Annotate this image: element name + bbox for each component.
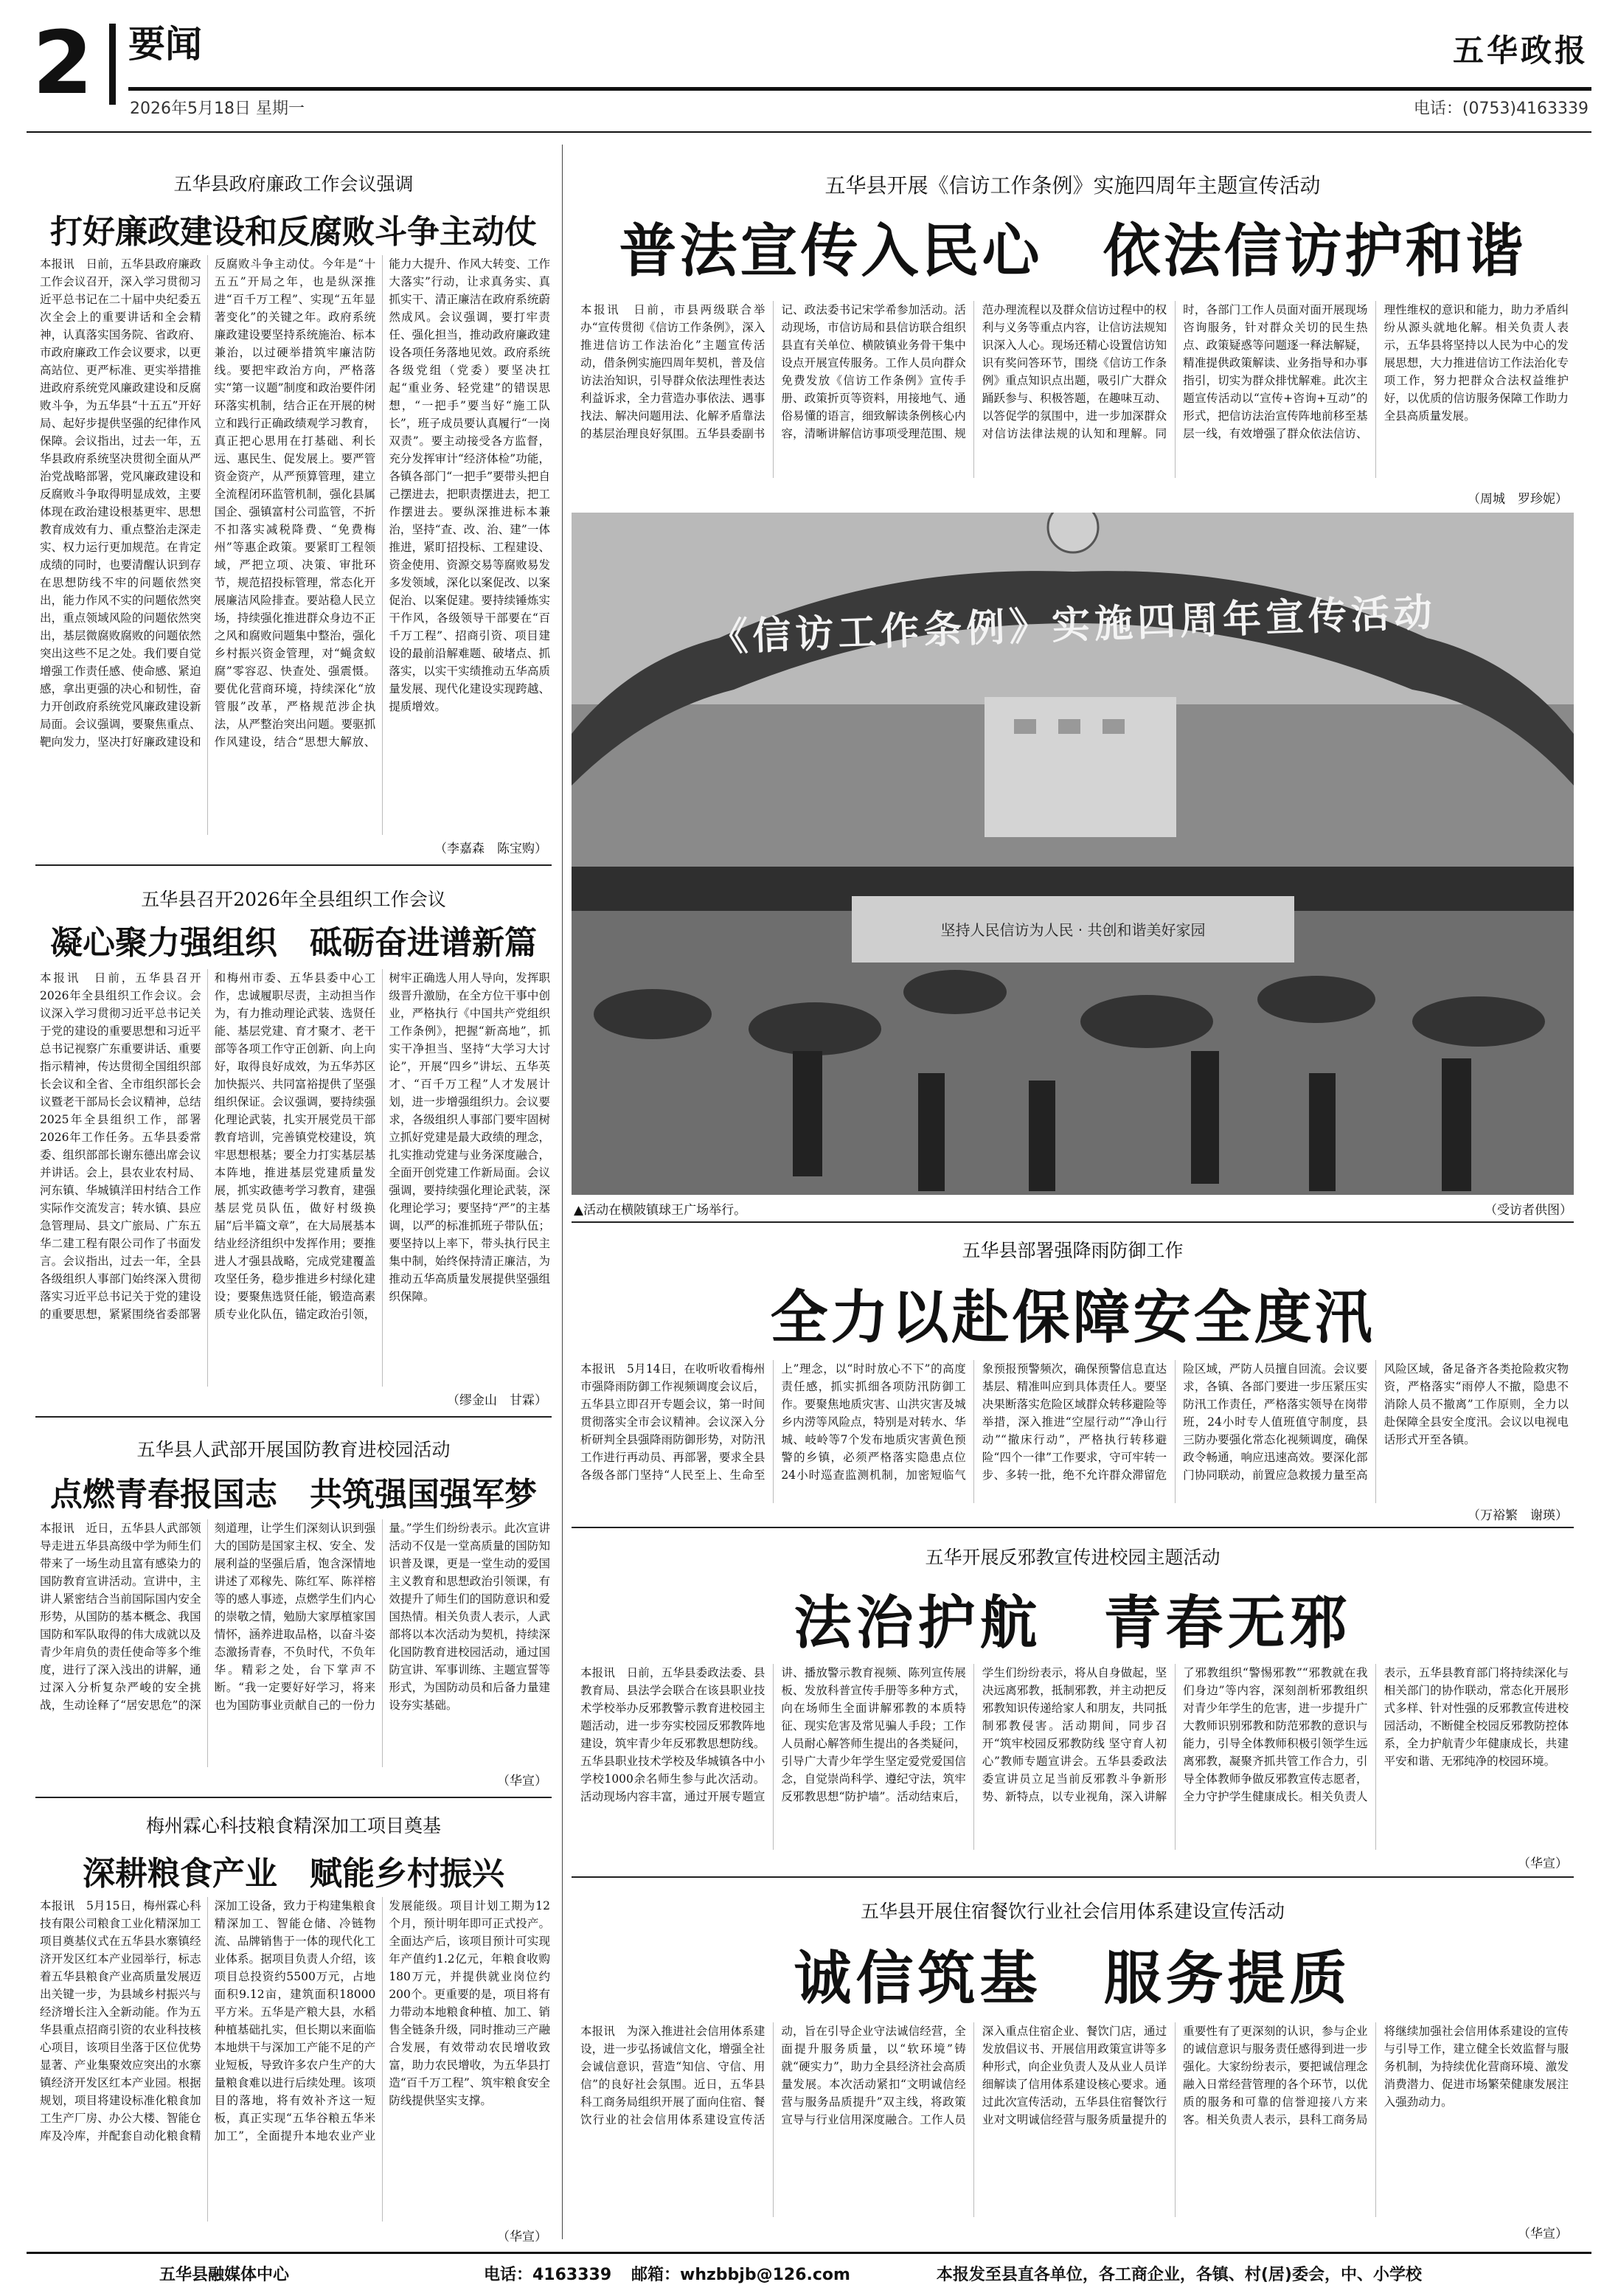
article-kicker: 五华县开展住宿餐饮行业社会信用体系建设宣传活动	[860, 1901, 1285, 1922]
article-body: 本报讯 为深入推进社会信用体系建设，进一步弘扬诚信文化，增强全社会诚信意识，营造“知信、守信、用信”的良好社会氛围。近日，五华县科工商务局组织开展了面向住宿、餐饮行业的社会信用体系建设宣传活动，旨在引导企业守法诚信经营，全面提升服务质量，以“软环境”铸就“硬实力”，助力全县经济社会高质量发展。本次活动紧扣“文明诚信经营与服务品质提升”双主线，将政策宣导与行业信用深度融合。工作人员深入重点住宿企业、餐饮门店，通过发放倡议书、开展信用政策宣讲等多种形式，向企业负责人及从业人员详细解读了信用体系建设核心要求。通过此次宣传活动，五华县住宿餐饮行业对文明诚信经营与服务质量提升的重要性有了更深刻的认识，参与企业的诚信意识与服务责任感得到进一步强化。大家纷纷表示，要把诚信理念融入日常经营管理的各个环节，以优质的服务和可靠的信誉迎接八方来客。相关负责人表示，县科工商务局将继续加强社会信用体系建设的宣传与引导工作，建立健全长效监督与服务机制，为持续优化营商环境、激发消费潜力、促进市场繁荣健康发展注入强劲动力。	[580, 2025, 1569, 2126]
article-headline: 普法宣传入民心 依法信访护和谐	[619, 218, 1527, 285]
article-body: 本报讯 日前，五华县政府廉政工作会议召开，深入学习贯彻习近平总书记在二十届中央纪委五次全会上的重要讲话和全会精神，认真落实国务院、省政府、市政府廉政工作会议要求，以更高站位、更严标准、更实举措推进政府系统党风廉政建设和反腐败斗争，为五华县“十五五”开好局、起好步提供坚强的纪律作风保障。会议指出，过去一年，五华县政府系统坚决贯彻全面从严治党战略部署，党风廉政建设和反腐败斗争取得明显成效，主要体现在政治建设根基更牢、思想教育成效有力、重点整治走深走实、权力运行更加规范。在肯定成绩的同时，也要清醒认识到存在思想防线不牢的问题依然突出，能力作风不实的问题依然突出，重点领域风险的问题依然突出，基层微腐败腐败的问题依然突出这些不足之处。我们要自觉增强工作责任感、使命感、紧迫感，拿出更强的决心和韧性，奋力开创政府系统党风廉政建设新局面。会议强调，要聚焦重点、靶向发力，坚决打好廉政建设和反腐败斗争主动仗。今年是“十五五”开局之年，也是纵深推进“百千万工程”、实现“五年显著变化”的关键之年。政府系统廉政建设要坚持系统施治、标本兼治，以过硬举措筑牢廉洁防线。要把牢政治方向，严格落实“第一议题”制度和政治要件闭环落实机制，结合正在开展的树立和践行正确政绩观学习教育，真正把心思用在打基础、利长远、惠民生、促发展上。要严管资金资产，从严预算管理，建立全流程闭环监管机制，强化县属国企、强镇富村公司监管，不折不扣落实减税降费、“免费梅州”等惠企政策。要紧盯工程领域，严把立项、决策、审批环节，规范招投标管理，常态化开展廉洁风险排查。要站稳人民立场，持续强化推进群众身边不正之风和腐败问题集中整治，强化乡村振兴资金管理，对“蝇贪蚁腐”零容忍、快查处、强震慑。要优化营商环境，持续深化“放管服”改革，严格规范涉企执法，从严整治突出问题。要驱抓作风建设，结合“思想大解放、能力大提升、作风大转变、工作大落实”行动，让求真务实、真抓实干、清正廉洁在政府系统蔚然成风。会议强调，要打牢责任、强化担当，推动政府廉政建设各项任务落地见效。政府系统各级党组（党委）要坚决扛起“重业务、轻党建”的错误思想，“一把手”要当好“施工队长”，班子成员要认真履行“一岗双责”。要主动接受各方监督，充分发挥审计“经济体检”功能，各镇各部门“一把手”要带头把自己摆进去，把职责摆进去，把工作摆进去。要纵深推进标本兼治，坚持“查、改、治、建”一体推进，紧盯招投标、工程建设、资金使用、资源交易等腐败易发多发领域，深化以案促改、以案促治、以案促建。要持续锤炼实干作风，各级领导干部要在“百千万工程”、招商引资、项目建设的最前沿解难题、破堵点、抓落实，以实干实绩推动五华高质量发展、现代化建设实现跨越、提质增效。	[40, 257, 550, 749]
article-headline: 打好廉政建设和反腐败斗争主动仗	[50, 213, 537, 251]
article-body: 本报讯 5月14日，在收听收看梅州市强降雨防御工作视频调度会议后，五华县立即召开专题会议，第一时间贯彻落实全市会议精神。会议深入分析研判全县强降雨防御形势，对防汛工作进行再动员、再部署，要求全县各级各部门坚持“人民至上、生命至上”理念，以“时时放心不下”的高度责任感，抓实抓细各项防汛防御工作。要聚焦地质灾害、山洪灾害及城乡内涝等风险点，特别是对转水、华城、岐岭等7个发布地质灾害黄色预警的乡镇，必须严格落实隐患点位24小时巡查监测机制，加密短临气象预报预警频次，确保预警信息直达基层、精准叫应到具体责任人。要坚决果断落实危险区域群众转移避险等举措，深入推进“空屋行动”“净山行动”“撤床行动”，严格执行转移避险“四个一律”工作要求，守可牢转一步、多转一批，绝不允许群众滞留危险区域，严防人员擅自回流。会议要求，各镇、各部门要进一步压紧压实防汛工作责任，严格落实领导在岗带班，24小时专人值班值守制度，县三防办要强化常态化视频调度，确保政令畅通，响应迅速高效。要深化部门协同联动，前置应急救援力量至高风险区域，备足备齐各类抢险救灾物资，严格落实“雨停人不撤，隐患不消除人员不撤离”工作原则，全力以赴保障全县安全度汛。会议以电视电话形式开至各镇。	[580, 1362, 1569, 1482]
footer-distribution: 本报发至县直各单位，各工商企业，各镇、村(居)委会，中、小学校	[936, 2266, 1422, 2284]
article-byline: （华宣）	[497, 2230, 547, 2244]
footer-publisher: 五华县融媒体中心	[159, 2266, 290, 2284]
article-byline: （华宣）	[1518, 2227, 1568, 2241]
masthead-phone: 电话：(0753)4163339	[1413, 100, 1589, 118]
article-divider	[35, 1416, 552, 1418]
article-petition-regulation	[572, 148, 1574, 509]
article-organization	[35, 870, 552, 1412]
article-divider	[572, 1876, 1574, 1878]
article-kicker: 五华县开展《信访工作条例》实施四周年主题宣传活动	[824, 173, 1321, 198]
masthead-bottom-rule	[27, 131, 1591, 133]
article-byline: （李嘉森 陈宝购）	[434, 842, 547, 856]
section-name: 要闻	[128, 23, 202, 66]
article-byline: （华宣）	[1518, 1856, 1568, 1871]
article-headline: 诚信筑基 服务提质	[794, 1945, 1352, 2012]
arch-banner-text: 《信访工作条例》实施四周年宣传活动	[709, 589, 1437, 661]
article-headline: 深耕粮食产业 赋能乡村振兴	[83, 1855, 504, 1893]
masthead-rule	[128, 87, 1591, 91]
article-grain-project	[35, 1803, 552, 2245]
article-headline: 法治护航 青春无邪	[794, 1589, 1352, 1657]
article-kicker: 五华县召开2026年全县组织工作会议	[141, 889, 446, 910]
article-divider	[35, 864, 552, 866]
article-body: 本报讯 近日，五华县人武部领导走进五华县高级中学为师生们带来了一场生动且富有感染力的国防教育宣讲活动。宣讲中，主讲人紧密结合当前国际国内安全形势，从国防的基本概念、我国国防和军队取得的伟大成就以及青少年肩负的责任使命等多个维度，进行了深入浅出的讲解，通过深入分析复杂严峻的安全挑战，生动诠释了“居安思危”的深刻道理，让学生们深刻认识到强大的国防是国家主权、安全、发展利益的坚强后盾，饱含深情地讲述了邓稼先、陈红军、陈祥榕等的感人事迹，点燃学生们内心的崇敬之情，勉励大家厚植家国情怀，涵养进取品格，以奋斗姿态激扬青春，不负时代，不负年华。精彩之处，台下掌声不断。“我一定要好好学习，将来也为国防事业贡献自己的一份力量。”学生们纷纷表示。此次宣讲活动不仅是一堂高质量的国防知识普及课，更是一堂生动的爱国主义教育和思想政治引领课，有效提升了师生们的国防意识和爱国热情。相关负责人表示，人武部将以本次活动为契机，持续深化国防教育进校园活动，通过国防宣讲、军事训练、主题宣誓等形式，为国防动员和后备力量建设夯实基础。	[40, 1522, 550, 1712]
article-divider	[35, 1797, 552, 1798]
article-byline: （缪金山 甘霖）	[447, 1393, 547, 1408]
article-kicker: 梅州霖心科技粮食精深加工项目奠基	[145, 1815, 441, 1837]
article-kicker: 五华县政府廉政工作会议强调	[173, 173, 414, 195]
stage-banner-text: 坚持人民信访为人民 · 共创和谐美好家园	[940, 921, 1206, 939]
article-kicker: 五华县人武部开展国防教育进校园活动	[136, 1439, 451, 1460]
article-body: 本报讯 日前，市县两级联合举办“宣传贯彻《信访工作条例》，深入推进信访工作法治化”主题宣传活动，借条例实施四周年契机，普及信访法治知识，引导群众依法理性表达利益诉求，全力营造办事依法、遇事找法、解决问题用法、化解矛盾靠法的基层治理良好氛围。五华县委副书记、政法委书记宋学希参加活动。活动现场，市信访局和县信访联合组织县直有关单位、横陂镇业务骨干集中设点开展宣传服务。工作人员向群众免费发放《信访工作条例》宣传手册、政策折页等资料，用接地气、通俗易懂的语言，细致解读条例核心内容，清晰讲解信访事项受理范围、规范办理流程以及群众信访过程中的权利与义务等重点内容，让信访法规知识深入人心。现场还精心设置信访知识有奖问答环节，围绕《信访工作条例》重点知识点出题，吸引广大群众踊跃参与、积极答题，在趣味互动、以答促学的氛围中，进一步加深群众对信访法律法规的认知和理解。同时，各部门工作人员面对面开展现场咨询服务，针对群众关切的民生热点、政策疑惑等问题逐一释法解疑，精准提供政策解读、业务指导和办事指引，切实为群众排忧解难。此次主题宣传活动以“宣传+咨询+互动”的形式，把信访法治宣传阵地前移至基层一线，有效增强了群众依法信访、理性维权的意识和能力，助力矛盾纠纷从源头就地化解。相关负责人表示，五华县将坚持以人民为中心的发展思想，大力推进信访工作法治化专项工作，努力把群众合法权益维护好，以优质的信访服务保障工作助力全县高质量发展。	[580, 303, 1569, 440]
article-anticorruption	[35, 148, 552, 859]
photo-credit: （受访者供图）	[1485, 1203, 1572, 1218]
footer-email: 邮箱：whzbbjb@126.com	[631, 2266, 850, 2284]
article-credit-system	[572, 1882, 1574, 2244]
article-divider	[572, 1221, 1574, 1223]
article-kicker: 五华开展反邪教宣传进校园主题活动	[925, 1547, 1221, 1568]
article-byline: （周城 罗珍妮）	[1468, 492, 1568, 507]
article-body: 本报讯 日前，五华县委政法委、县教育局、县法学会联合在该县职业技术学校举办反邪教警示教育进校园主题活动，进一步夯实校园反邪教阵地建设，筑牢青少年反邪教思想防线。五华县职业技术学校及华城镇各中小学校1000余名师生参与此次活动。活动现场内容丰富，通过开展专题宣讲、播放警示教育视频、陈列宣传展板、发放科普宣传手册等多种方式，向在场师生全面讲解邪教的本质特征、现实危害及常见骗人手段；工作人员耐心解答师生提出的各类疑问，引导广大青少年学生坚定爱党爱国信念，自觉崇尚科学、遵纪守法，筑牢反邪教思想“防护墙”。活动结束后，学生们纷纷表示，将从自身做起，坚决远离邪教，抵制邪教，并主动把反邪教知识传递给家人和朋友，共同抵制邪教侵害。活动期间，同步召开“筑牢校园反邪教防线 坚守育人初心”教师专题宣讲会。五华县委政法委宣讲员立足当前反邪教斗争新形势、新特点，以专业视角，深入讲解了邪教组织“警惕邪教”“邪教就在我们身边”等内容，深刻剖析邪教组织对青少年学生的危害，进一步提升广大教师识别邪教和防范邪教的意识与能力，引导全体教师积极引领学生远离邪教，凝聚齐抓共管工作合力，引导全体教师争做反邪教宣传志愿者，全力守护学生健康成长。相关负责人表示，五华县教育部门将持续深化与相关部门的协作联动，常态化开展形式多样、针对性强的反邪教宣传进校园活动，不断健全校园反邪教防控体系，全力护航青少年健康成长，共建平安和谐、无邪纯净的校园环境。	[580, 1666, 1569, 1803]
page-number: 2	[32, 12, 94, 114]
column-divider	[562, 145, 563, 2239]
event-photo	[572, 513, 1574, 1195]
footer-phone: 电话：4163339	[484, 2266, 612, 2284]
article-headline: 全力以赴保障安全度汛	[770, 1284, 1375, 1351]
article-headline: 点燃青春报国志 共筑强国强军梦	[50, 1476, 537, 1513]
paper-name: 五华政报	[1452, 32, 1589, 69]
article-anti-cult	[572, 1533, 1574, 1872]
article-defense-education	[35, 1423, 552, 1792]
article-divider	[572, 1527, 1574, 1528]
issue-date: 2026年5月18日 星期一	[130, 100, 305, 118]
masthead	[27, 12, 1591, 130]
page-footer	[27, 2252, 1591, 2284]
article-headline: 凝心聚力强组织 砥砺奋进谱新篇	[50, 924, 537, 962]
article-body: 本报讯 日前，五华县召开2026年全县组织工作会议。会议深入学习贯彻习近平总书记关于党的建设的重要思想和习近平总书记视察广东重要讲话、重要指示精神，传达贯彻全国组织部长会议和全省、全市组织部长会议暨老干部局长会议精神，总结2025年全县组织工作，部署2026年工作任务。五华县委常委、组织部部长谢东德出席会议并讲话。会上，县农业农村局、河东镇、华城镇洋田村结合工作实际作交流发言；转水镇、县应急管理局、县文广旅局、广东五华二建工程有限公司作了书面发言。会议指出，过去一年，全县各级组织人事部门始终深入贯彻落实习近平总书记关于党的建设的重要思想，紧紧围绕省委部署和梅州市委、五华县委中心工作，忠诚履职尽责，主动担当作为，有力推动理论武装、选贤任能、基层党建、育才聚才、老干部等各项工作守正创新、向上向好，取得良好成效，为五华苏区加快振兴、共同富裕提供了坚强组织保证。会议强调，要持续强化理论武装，扎实开展党员干部教育培训，完善镇党校建设，筑牢思想根基；要全力打实基层基本阵地，推进基层党建质量发展，抓实政德考学习教育，建强基层党员队伍，做好村级换届“后半篇文章”，在大局展基本结业经济组织中发挥作用；要推进人才强县战略，完成党建覆盖攻坚任务，稳步推进乡村绿化建设；要聚焦选贤任能，锻造高素质专业化队伍，锚定政治引领，树牢正确选人用人导向，发挥职级晋升激励，在全方位干事中创业，严格执行《中国共产党组织工作条例》，把握“新高地”，抓实干净担当、坚持“大学习大讨论”，开展“四乡”讲坛、五华英才、“百千万工程”人才发展计划，进一步增强组织力。会议要求，各级组织人事部门要牢固树立抓好党建是最大政绩的理念，扎实推动党建与业务深度融合，全面开创党建工作新局面。会议强调，要持续强化理论武装，深化理论学习；要坚持“严”的主基调，以严的标准抓班子带队伍；要坚持以上率下，带头执行民主集中制，始终保持清正廉洁，为推动五华高质量发展提供坚强组织保障。	[40, 971, 550, 1321]
article-byline: （万裕繁 谢瑛）	[1468, 1508, 1568, 1523]
footer-rule	[27, 2252, 1591, 2254]
masthead-bar	[109, 24, 116, 105]
article-flood-prevention	[572, 1227, 1574, 1522]
article-body: 本报讯 5月15日，梅州霖心科技有限公司粮食工业化精深加工项目奠基仪式在五华县水寨镇经济开发区红本产业园举行，标志着五华县粮食产业高质量发展迈出关键一步，为县域乡村振兴与经济增长注入全新动能。作为五华县重点招商引资的农业科技核心项目，该项目坐落于区位优势显著、产业集聚效应突出的水寨镇经济开发区红本产业园。根据规划，项目将建设标准化粮食加工生产厂房、办公大楼、智能仓库及冷库，并配套自动化粮食精深加工设备，致力于构建集粮食精深加工、智能仓储、冷链物流、品牌销售于一体的现代化工业体系。据项目负责人介绍，该项目总投资约5500万元，占地面积9.12亩，建筑面积18000平方米。五华是产粮大县，水稻种植基础扎实，但长期以来面临本地烘干与深加工产能不足的产业短板，导致许多农户生产的大量粮食难以进行后续处理。该项目的落地，将有效补齐这一短板，真正实现“五华谷粮五华米加工”，全面提升本地农业产业发展能级。项目计划工期为12个月，预计明年即可正式投产。全面达产后，该项目预计可实现年产值约1.2亿元，年粮食收购180万元，并提供就业岗位约200个。更重要的是，项目将有力带动本地粮食种植、加工、销售全链条升级，同时推动三产融合发展，有效带动农民增收致富，助力农民增收，为五华县打造“百千万工程”、筑牢粮食安全防线提供坚实支撑。	[40, 1899, 550, 2143]
article-kicker: 五华县部署强降雨防御工作	[962, 1240, 1184, 1261]
photo-caption: ▲活动在横陂镇球王广场举行。	[574, 1203, 747, 1218]
article-byline: （华宣）	[497, 1774, 547, 1789]
